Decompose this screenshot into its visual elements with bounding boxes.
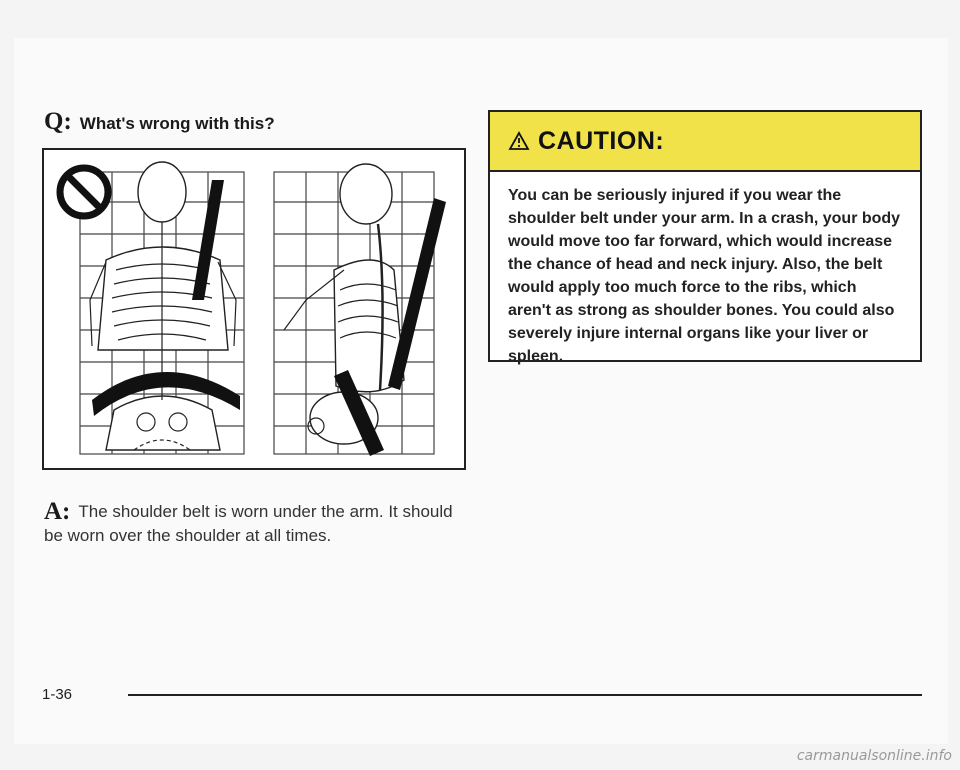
page-number: 1-36 <box>42 686 73 703</box>
warning-triangle-icon <box>508 131 530 151</box>
caution-header <box>490 112 920 172</box>
question-text: What's wrong with this? <box>79 114 275 133</box>
answer-letter: A: <box>44 498 71 525</box>
seatbelt-illustration <box>42 148 466 470</box>
caution-text: You can be seriously injured if you wear the shoulder belt under your arm. In a crash, your body would move too far forward, which would increase the chance of head and neck injury. Also, the belt would apply too much force to the ribs, which aren't as strong as shoulder bones. You could also severely injure internal organs like your liver or spleen. <box>508 187 901 365</box>
question-letter: Q: <box>44 108 72 135</box>
answer <box>44 500 474 548</box>
answer-text: The shoulder belt is worn under the arm. It should be worn over the shoulder at all times. <box>44 502 453 545</box>
caution-box <box>488 110 922 365</box>
prohibition-icon <box>60 168 108 216</box>
caution-title: CAUTION: <box>538 126 665 155</box>
watermark: carmanualsonline.info <box>796 748 952 764</box>
footer-rule <box>128 694 922 696</box>
question <box>44 108 275 136</box>
